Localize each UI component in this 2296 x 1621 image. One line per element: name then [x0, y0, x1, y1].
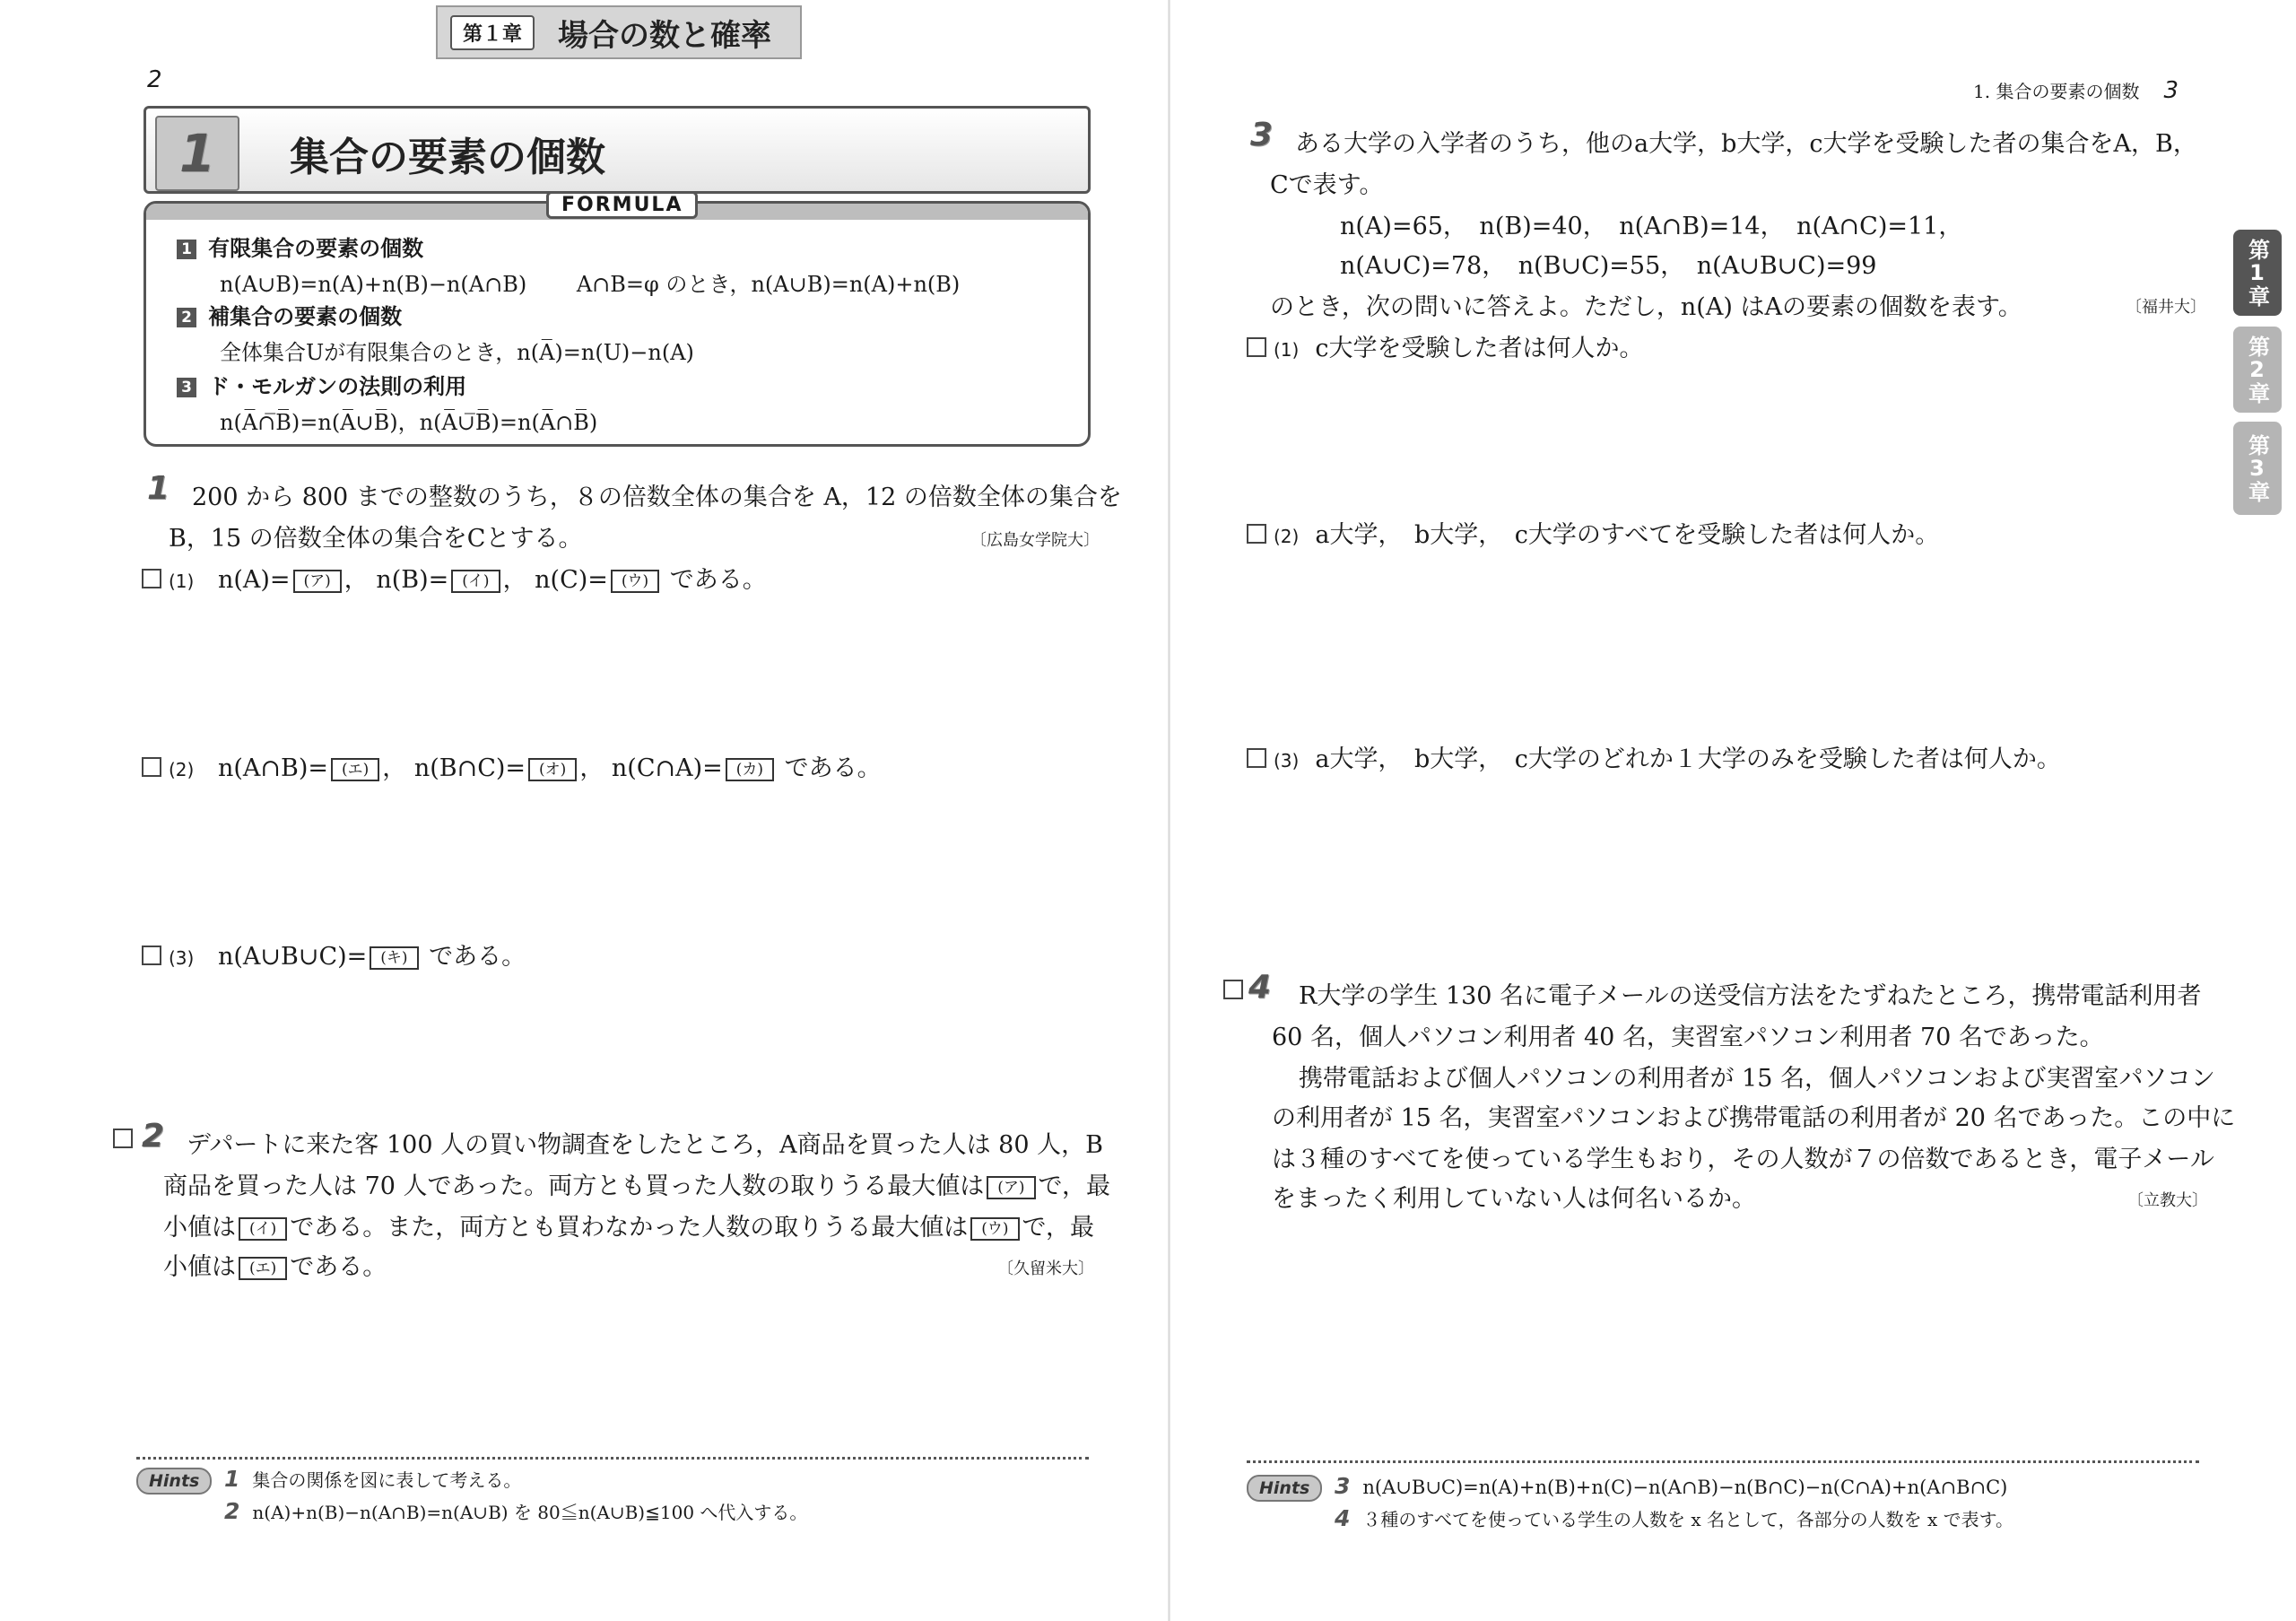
hint-2-text: n(A)+n(B)−n(A∩B)=n(A∪B) を 80≦n(A∪B)≦100 へ代入する。: [252, 1502, 808, 1523]
hints-badge-left: Hints: [136, 1468, 212, 1495]
chapter-tab-3[interactable]: 第3章: [2233, 422, 2282, 515]
q3-part-1-text: c大学を受験した者は何人か。: [1315, 335, 1644, 362]
hint-3-number: 3: [1335, 1473, 1351, 1499]
formula-num-2: 2: [177, 308, 196, 327]
q3-part-1-label: (1): [1274, 339, 1300, 361]
section-title: 集合の要素の個数: [290, 135, 605, 180]
hint-4-text: ３種のすべてを使っている学生の人数を x 名として，各部分の人数を x で表す。: [1362, 1509, 2013, 1530]
q2-l4a: 小値は: [163, 1253, 236, 1281]
question-2-line-2: [163, 1166, 1110, 1201]
chapter-header: [436, 5, 802, 59]
question-4-number: 4: [1248, 969, 1272, 1006]
question-2-number: 2: [142, 1118, 165, 1155]
q3-part-2-text: a大学， b大学， c大学のすべてを受験した者は何人か。: [1315, 521, 1940, 549]
hint-1: [224, 1466, 521, 1492]
formula-item-3: [177, 369, 466, 400]
formula-label: FORMULA: [546, 191, 698, 219]
section-title-bar: [144, 106, 1091, 194]
page-gutter: [1168, 0, 1170, 1621]
hint-3: [1335, 1473, 2007, 1499]
answer-box-u[interactable]: (ウ): [611, 570, 659, 593]
formula-num-1: 1: [177, 240, 196, 259]
q1-p1-t2: ， n(B)=: [344, 566, 449, 594]
formula-body-1: n(A∪B)=n(A)+n(B)−n(A∩B) A∩B=φ のとき，n(A∪B)=n(A)+n(B): [220, 272, 961, 297]
question-4-checkbox[interactable]: [1223, 980, 1243, 999]
q1-p1-t3: ， n(C)=: [502, 566, 608, 594]
q2-answer-box-e[interactable]: (エ): [239, 1257, 287, 1280]
answer-box-a[interactable]: (ア): [293, 570, 342, 593]
section-number: 1: [178, 123, 216, 184]
q3-part-3-label: (3): [1274, 750, 1300, 771]
answer-box-ka[interactable]: (カ): [726, 758, 774, 781]
question-4-line-3: 携帯電話および個人パソコンの利用者が 15 名，個人パソコンおよび実習室パソコン: [1299, 1065, 2215, 1093]
q1-part-2: [142, 748, 882, 783]
q3-part-3: [1247, 739, 2061, 774]
hint-2-number: 2: [224, 1498, 240, 1524]
running-head: [1973, 77, 2179, 104]
hint-1-number: 1: [224, 1466, 240, 1492]
question-3-line-5: のとき，次の問いに答えよ。ただし，n(A) はAの要素の個数を表す。: [1270, 293, 2022, 321]
q2-answer-box-a[interactable]: (ア): [987, 1176, 1035, 1199]
q3-part-2-checkbox[interactable]: [1247, 524, 1266, 544]
question-3-line-4: n(A∪C)=78， n(B∪C)=55， n(A∪B∪C)=99: [1340, 252, 1877, 280]
q1-part-3: [142, 937, 526, 972]
q3-part-2: [1247, 515, 1939, 550]
question-4-line-5: は３種のすべてを使っている学生もおり，その人数が７の倍数であるとき，電子メール: [1272, 1146, 2214, 1173]
q3-part-3-checkbox[interactable]: [1247, 748, 1266, 768]
chapter-tab-2[interactable]: 第2章: [2233, 327, 2282, 413]
q2-l4c: である。: [290, 1253, 387, 1281]
answer-box-i[interactable]: (イ): [451, 570, 500, 593]
q1-p2-t2: ， n(B∩C)=: [382, 754, 526, 782]
question-1-source: 〔広島女学院大〕: [970, 531, 1100, 550]
q1-p2-t1: n(A∩B)=: [217, 754, 328, 782]
question-3-line-1: ある大学の入学者のうち，他のa大学，b大学，c大学を受験した者の集合をA，B，: [1295, 130, 2197, 158]
formula-num-3: 3: [177, 378, 196, 397]
formula-item-2: [177, 299, 402, 330]
answer-box-o[interactable]: (オ): [528, 758, 577, 781]
running-head-text: 1. 集合の要素の個数: [1973, 81, 2140, 102]
hints-divider-right: [1247, 1460, 2199, 1463]
q2-l2c: で，最: [1038, 1172, 1110, 1200]
question-2-line-4: [163, 1247, 387, 1282]
q1-part-1-checkbox[interactable]: [142, 569, 161, 588]
section-number-block: [155, 116, 239, 191]
question-2-source: 〔久留米大〕: [997, 1259, 1094, 1278]
question-3-source: 〔福井大〕: [2126, 298, 2206, 317]
formula-item-1: [177, 231, 423, 262]
question-2-checkbox[interactable]: [113, 1129, 133, 1148]
hint-3-text: n(A∪B∪C)=n(A)+n(B)+n(C)−n(A∩B)−n(B∩C)−n(C∩A)+n(A∩B∩C): [1362, 1477, 2008, 1498]
q3-part-1: [1247, 328, 1643, 363]
hints-divider-left: [136, 1457, 1089, 1460]
hint-2: [224, 1498, 807, 1524]
hints-badge-right: Hints: [1247, 1475, 1322, 1502]
formula-box: [144, 194, 1091, 447]
q2-answer-box-u[interactable]: (ウ): [970, 1217, 1019, 1241]
q2-l3c: である。また，両方とも買わなかった人数の取りうる最大値は: [290, 1214, 969, 1242]
q1-p3-t2: である。: [421, 943, 526, 971]
page-number-right: 3: [2163, 77, 2179, 104]
hint-4-number: 4: [1335, 1505, 1351, 1531]
q1-p1-t4: である。: [662, 566, 767, 594]
chapter-badge: 第１章: [450, 15, 535, 50]
question-4-line-1: R大学の学生 130 名に電子メールの送受信方法をたずねたところ，携帯電話利用者: [1299, 982, 2202, 1010]
question-1-line-2: B，15 の倍数全体の集合をCとする。: [169, 525, 583, 553]
formula-title-3: ド・モルガンの法則の利用: [208, 374, 467, 399]
q1-part-3-checkbox[interactable]: [142, 946, 161, 965]
formula-body-2: 全体集合Uが有限集合のとき，n(A̅)=n(U)−n(A): [220, 340, 694, 365]
q3-part-3-text: a大学， b大学， c大学のどれか１大学のみを受験した者は何人か。: [1315, 745, 2061, 773]
answer-box-e[interactable]: (エ): [331, 758, 379, 781]
q2-l3a: 小値は: [163, 1214, 236, 1242]
q1-p3-t1: n(A∪B∪C)=: [217, 943, 368, 971]
q3-part-2-label: (2): [1274, 526, 1300, 547]
formula-title-2: 補集合の要素の個数: [208, 304, 403, 329]
formula-title-1: 有限集合の要素の個数: [208, 236, 424, 261]
hint-1-text: 集合の関係を図に表して考える。: [252, 1469, 522, 1491]
q2-l2a: 商品を買った人は 70 人であった。両方とも買った人数の取りうる最大値は: [163, 1172, 985, 1200]
question-4-line-6: をまったく利用していない人は何名いるか。: [1272, 1185, 1756, 1213]
q1-part-2-checkbox[interactable]: [142, 757, 161, 777]
question-4-source: 〔立教大〕: [2127, 1191, 2208, 1210]
answer-box-ki[interactable]: (キ): [370, 946, 418, 970]
q1-part-3-label: (3): [169, 947, 195, 969]
question-2-line-1: デパートに来た客 100 人の買い物調査をしたところ，A商品を買った人は 80 人，B: [187, 1131, 1103, 1159]
question-4-line-2: 60 名，個人パソコン利用者 40 名，実習室パソコン利用者 70 名であった。: [1272, 1024, 2104, 1051]
question-3-line-2: Cで表す。: [1270, 171, 1384, 199]
question-3-line-3: n(A)=65， n(B)=40， n(A∩B)=14， n(A∩C)=11，: [1340, 213, 1963, 240]
q2-l3e: で，最: [1022, 1214, 1094, 1242]
chapter-tab-1[interactable]: 第1章: [2233, 230, 2282, 316]
question-2-line-3: [163, 1207, 1094, 1242]
q1-p2-t4: である。: [777, 754, 882, 782]
question-1-line-1: 200 から 800 までの整数のうち，８の倍数全体の集合を A，12 の倍数全体の集合を: [192, 484, 1122, 511]
q1-p2-t3: ， n(C∩A)=: [579, 754, 723, 782]
chapter-title: 場合の数と確率: [558, 17, 772, 54]
q1-p1-t1: n(A)=: [217, 566, 291, 594]
q1-part-2-label: (2): [169, 759, 195, 780]
hint-4: [1335, 1505, 2013, 1531]
q2-answer-box-i[interactable]: (イ): [239, 1217, 287, 1241]
question-1-number: 1: [147, 470, 170, 507]
page-number-left: 2: [147, 66, 162, 93]
q1-part-1: [142, 560, 767, 595]
q3-part-1-checkbox[interactable]: [1247, 337, 1266, 357]
question-3-number: 3: [1250, 117, 1274, 153]
question-4-line-4: の利用者が 15 名，実習室パソコンおよび携帯電話の利用者が 20 名であった。この中に: [1272, 1104, 2236, 1132]
formula-body-3: n(A̅∩̅B̅)=n(A̅∪B̅)，n(A̅∪̅B̅)=n(A̅∩B̅): [220, 410, 598, 435]
q1-part-1-label: (1): [169, 571, 195, 592]
